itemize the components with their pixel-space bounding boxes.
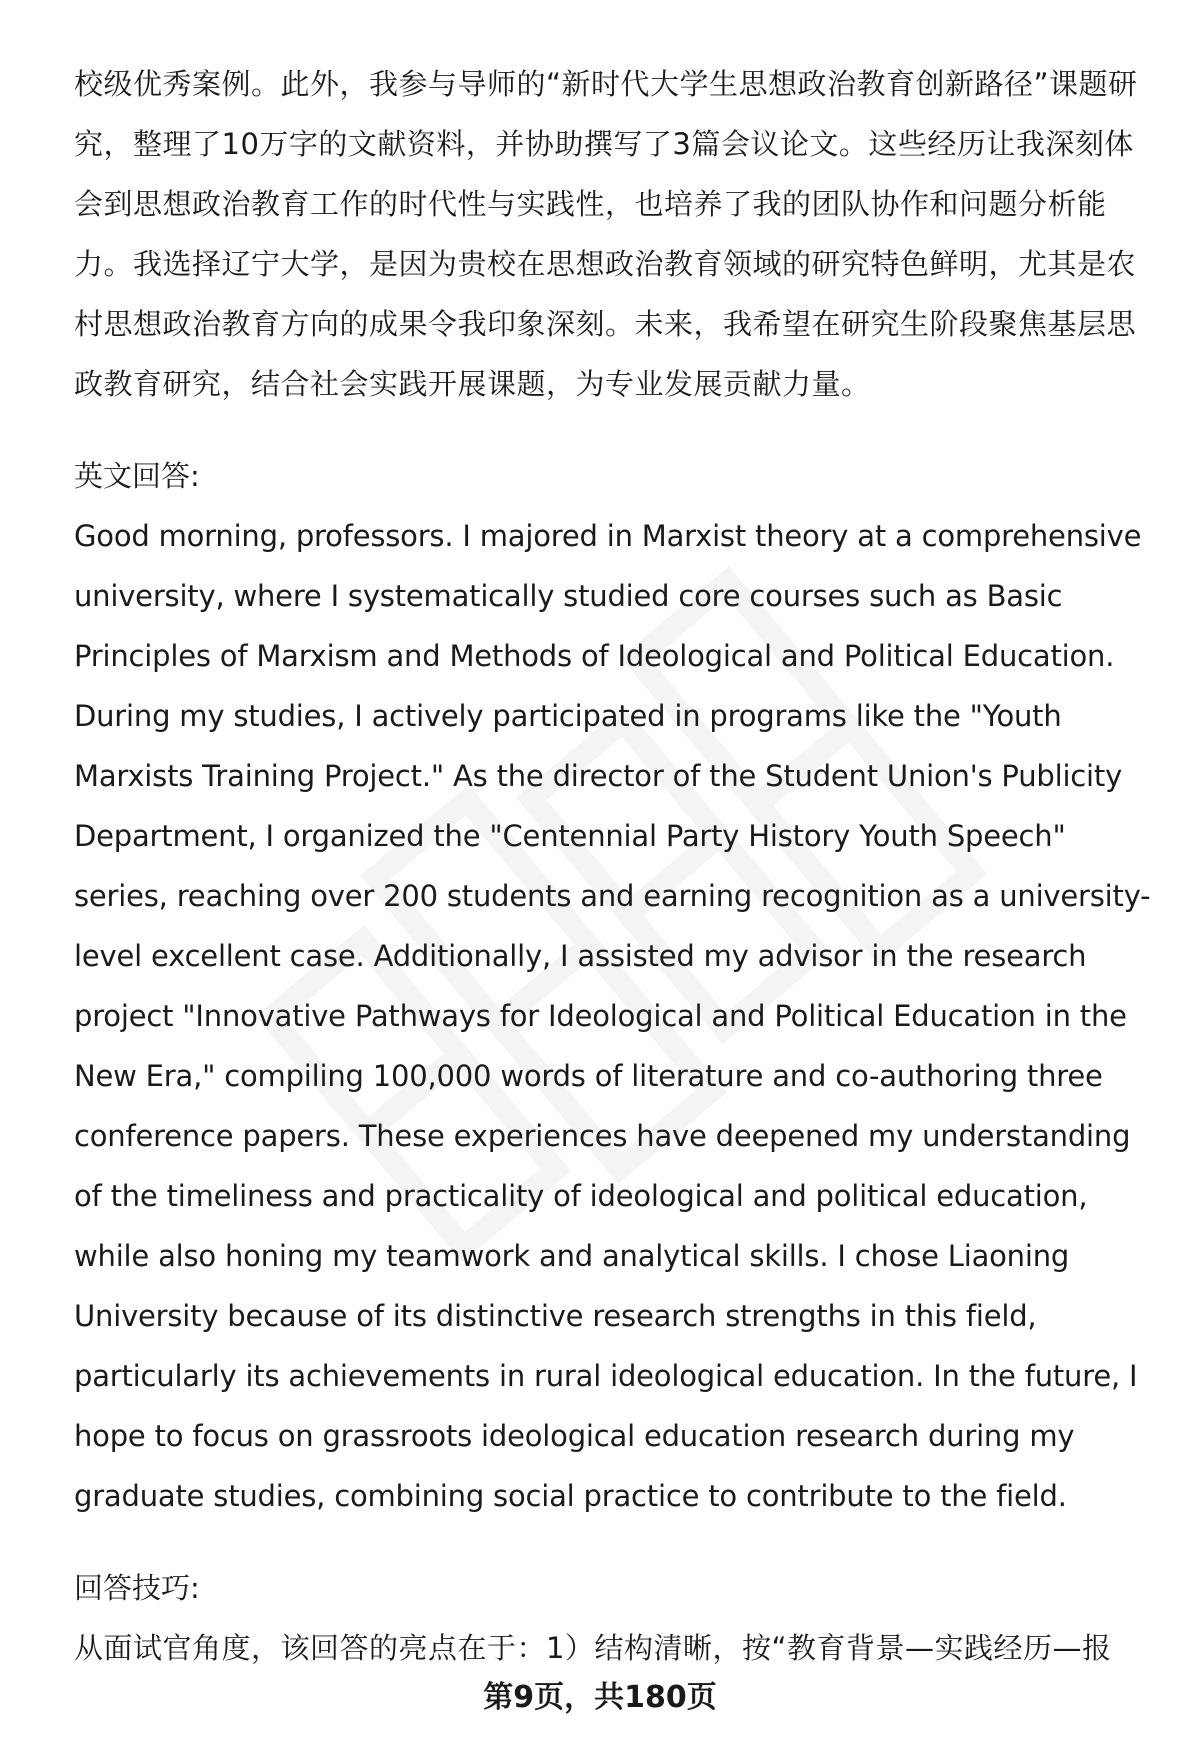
answer-tips-paragraph: 从面试官角度，该回答的亮点在于：1）结构清晰，按“教育背景—实践经历—报 [74,1631,1112,1665]
page-number: 第9页，共180页 [483,1680,717,1715]
chinese-answer-paragraph: 校级优秀案例。此外，我参与导师的“新时代大学生思想政治教育创新路径”课题研究，整理了10万字的文献资料，并协助撰写了3篇会议论文。这些经历让我深刻体会到思想政治教育工作的时代性与实践性，也培养了我的团队协作和问题分析能力。我选择辽宁大学，是因为贵校在思想政治教育领域的研究特色鲜明，尤其是农村思想政治教育方向的成果令我印象深刻。未来，我希望在研究生阶段聚焦基层思政教育研究，结合社会实践开展课题，为专业发展贡献力量。 [74,67,1138,401]
english-answer-paragraph: Good morning, professors. I majored in Marxist theory at a comprehensive university, where I systematically studied core courses such as Basic Principles of Marxism and Methods of Ideological and Political Education. During my studies, I actively participated in programs like the "Youth Marxists Training Project." As the director of the Student Union's Publicity Department, I organized the "Centennial Party History Youth Speech" series, reaching over 200 students and earning recognition as a university-level excellent case. Additionally, I assisted my advisor in the research project "Innovative Pathways for Ideological and Political Education in the New Era," compiling 100,000 words of literature and co-authoring three conference papers. These experiences have deepened my understanding of the timeliness and practicality of ideological and political education, while also honing my teamwork and analytical skills. I chose Liaoning University because of its distinctive research strengths in this field, particularly its achievements in rural ideological education. In the future, I hope to focus on grassroots ideological education research during my graduate studies, combining social practice to contribute to the field. [74,519,1151,1513]
answer-tips-label: 回答技巧: [74,1571,200,1605]
english-answer-label: 英文回答: [74,459,200,493]
document-body [74,54,1154,1678]
